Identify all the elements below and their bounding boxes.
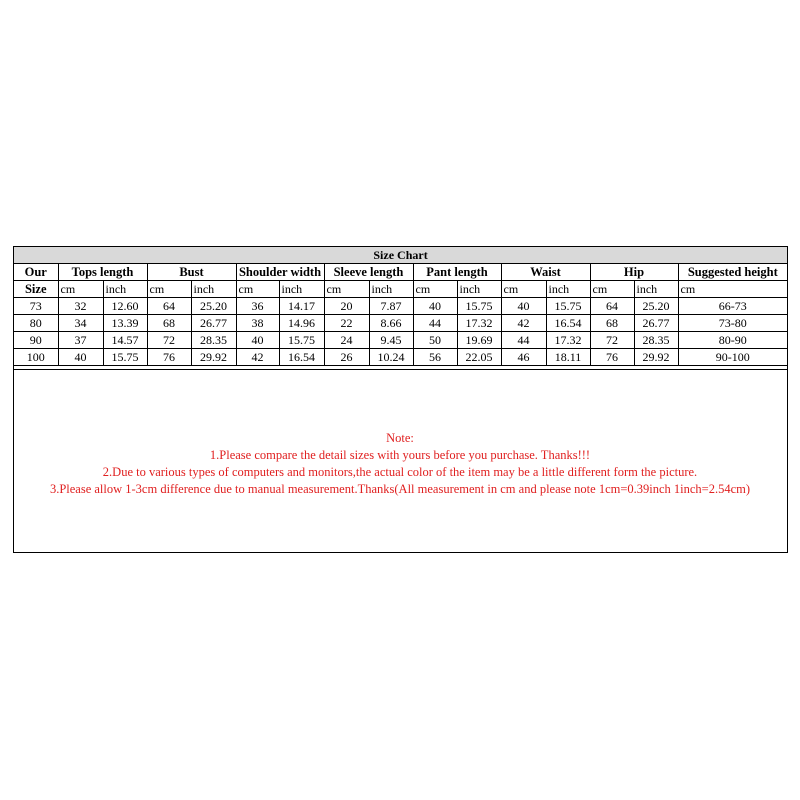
- size-cell: 90: [14, 332, 58, 349]
- unit-cm: cm: [501, 281, 546, 298]
- unit-cm: cm: [678, 281, 787, 298]
- value-cell: 15.75: [103, 349, 147, 366]
- value-cell: 64: [147, 298, 191, 315]
- value-cell: 16.54: [546, 315, 590, 332]
- value-cell: 19.69: [457, 332, 501, 349]
- chart-title: Size Chart: [14, 247, 787, 264]
- value-cell: 29.92: [191, 349, 236, 366]
- value-cell: 28.35: [191, 332, 236, 349]
- size-cell: 80: [14, 315, 58, 332]
- height-cell: 73-80: [678, 315, 787, 332]
- value-cell: 14.17: [279, 298, 324, 315]
- value-cell: 42: [236, 349, 279, 366]
- value-cell: 26.77: [191, 315, 236, 332]
- unit-inch: inch: [279, 281, 324, 298]
- value-cell: 25.20: [634, 298, 678, 315]
- unit-cm: cm: [236, 281, 279, 298]
- value-cell: 46: [501, 349, 546, 366]
- value-cell: 14.57: [103, 332, 147, 349]
- group-header: Tops length: [58, 264, 147, 281]
- value-cell: 17.32: [457, 315, 501, 332]
- unit-cm: cm: [413, 281, 457, 298]
- height-cell: 66-73: [678, 298, 787, 315]
- value-cell: 29.92: [634, 349, 678, 366]
- value-cell: 18.11: [546, 349, 590, 366]
- value-cell: 20: [324, 298, 369, 315]
- value-cell: 15.75: [546, 298, 590, 315]
- unit-inch: inch: [191, 281, 236, 298]
- group-header: Waist: [501, 264, 590, 281]
- note-line-1: 1.Please compare the detail sizes with yours before you purchase. Thanks!!!: [209, 448, 591, 462]
- value-cell: 15.75: [457, 298, 501, 315]
- group-header: Pant length: [413, 264, 501, 281]
- value-cell: 72: [590, 332, 634, 349]
- value-cell: 22.05: [457, 349, 501, 366]
- value-cell: 26.77: [634, 315, 678, 332]
- value-cell: 16.54: [279, 349, 324, 366]
- value-cell: 37: [58, 332, 103, 349]
- value-cell: 22: [324, 315, 369, 332]
- unit-cm: cm: [147, 281, 191, 298]
- group-header: Hip: [590, 264, 678, 281]
- value-cell: 38: [236, 315, 279, 332]
- value-cell: 28.35: [634, 332, 678, 349]
- value-cell: 7.87: [369, 298, 413, 315]
- table-row: [14, 332, 787, 349]
- value-cell: 40: [58, 349, 103, 366]
- value-cell: 44: [413, 315, 457, 332]
- size-header: Size: [14, 281, 58, 298]
- header-row: [14, 264, 787, 281]
- value-cell: 36: [236, 298, 279, 315]
- note-line-3: 3.Please allow 1-3cm difference due to manual measurement.Thanks(All measurement in cm and please note 1cm=0.39inch 1inch=2.54cm): [49, 482, 751, 496]
- table-bottom-divider: [14, 369, 787, 370]
- value-cell: 17.32: [546, 332, 590, 349]
- value-cell: 32: [58, 298, 103, 315]
- value-cell: 76: [147, 349, 191, 366]
- value-cell: 9.45: [369, 332, 413, 349]
- value-cell: 25.20: [191, 298, 236, 315]
- value-cell: 50: [413, 332, 457, 349]
- value-cell: 44: [501, 332, 546, 349]
- table-row: [14, 298, 787, 315]
- value-cell: 15.75: [279, 332, 324, 349]
- our-size-header: Our: [14, 264, 58, 281]
- size-chart-frame: [13, 246, 788, 553]
- unit-cm: cm: [590, 281, 634, 298]
- title-row: [14, 247, 787, 264]
- value-cell: 42: [501, 315, 546, 332]
- value-cell: 12.60: [103, 298, 147, 315]
- value-cell: 10.24: [369, 349, 413, 366]
- value-cell: 8.66: [369, 315, 413, 332]
- value-cell: 14.96: [279, 315, 324, 332]
- height-cell: 80-90: [678, 332, 787, 349]
- table-row: [14, 315, 787, 332]
- size-chart-table: [14, 247, 787, 366]
- size-cell: 73: [14, 298, 58, 315]
- height-cell: 90-100: [678, 349, 787, 366]
- value-cell: 34: [58, 315, 103, 332]
- unit-cm: cm: [324, 281, 369, 298]
- table-row: [14, 349, 787, 366]
- value-cell: 56: [413, 349, 457, 366]
- group-header: Suggested height: [678, 264, 787, 281]
- group-header: Bust: [147, 264, 236, 281]
- note-line-2: 2.Due to various types of computers and monitors,the actual color of the item may be a little different form the picture.: [102, 465, 698, 479]
- value-cell: 68: [590, 315, 634, 332]
- note-block: [0, 430, 800, 498]
- unit-inch: inch: [457, 281, 501, 298]
- group-header: Sleeve length: [324, 264, 413, 281]
- unit-row: [14, 281, 787, 298]
- unit-inch: inch: [634, 281, 678, 298]
- unit-cm: cm: [58, 281, 103, 298]
- unit-inch: inch: [103, 281, 147, 298]
- value-cell: 40: [236, 332, 279, 349]
- value-cell: 72: [147, 332, 191, 349]
- value-cell: 64: [590, 298, 634, 315]
- value-cell: 40: [501, 298, 546, 315]
- unit-inch: inch: [546, 281, 590, 298]
- value-cell: 68: [147, 315, 191, 332]
- size-cell: 100: [14, 349, 58, 366]
- group-header: Shoulder width: [236, 264, 324, 281]
- value-cell: 13.39: [103, 315, 147, 332]
- value-cell: 76: [590, 349, 634, 366]
- note-heading: Note:: [386, 431, 414, 445]
- value-cell: 40: [413, 298, 457, 315]
- value-cell: 24: [324, 332, 369, 349]
- unit-inch: inch: [369, 281, 413, 298]
- value-cell: 26: [324, 349, 369, 366]
